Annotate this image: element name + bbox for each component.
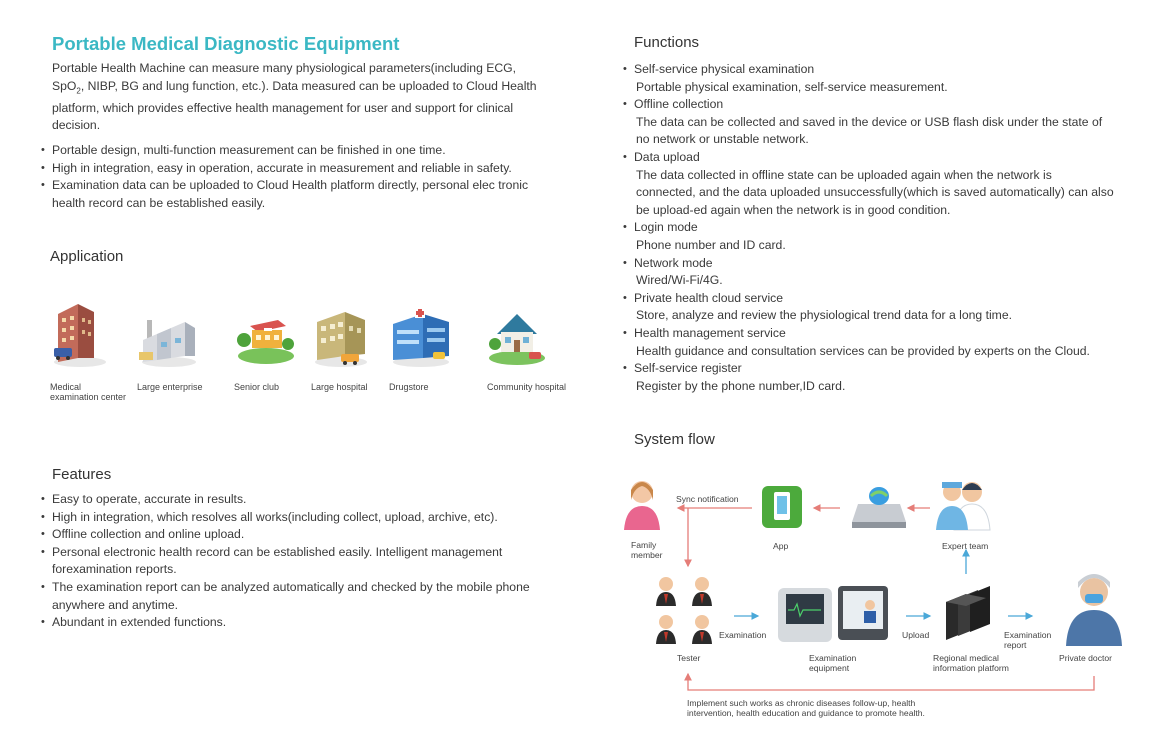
list-item: • Portable design, multi-function measurement can be finished in one time. xyxy=(42,142,542,160)
function-description: Register by the phone number,ID card. xyxy=(636,378,846,393)
application-item-senior-club xyxy=(234,300,314,392)
application-item-community-hospital xyxy=(487,300,567,392)
function-description: The data collected in offline state can be uploaded again when the network is connected, and the data uploaded unsuccessfully(which is saved automatically) can also be upload-ed again when the network is in good condition. xyxy=(636,167,1114,217)
intro-text-1: Portable Health Machine can measure many physiological parameters(including ECG, SpO xyxy=(52,61,517,93)
tester-label: Tester xyxy=(677,653,701,663)
function-description: Wired/Wi-Fi/4G. xyxy=(636,273,723,288)
list-item xyxy=(624,61,1114,96)
upload-label: Upload xyxy=(902,630,930,640)
examination-equipment-icon xyxy=(778,586,888,642)
application-item-drugstore xyxy=(389,300,469,392)
list-item: • Examination data can be uploaded to Cloud Health platform directly, personal elec tronic health record can be established easily. xyxy=(42,177,542,212)
application-item-medical xyxy=(50,300,130,402)
application-label: Medical examination center xyxy=(50,382,127,402)
function-description: Portable physical examination, self-service measurement. xyxy=(636,79,948,94)
cloud-server-icon xyxy=(852,487,906,528)
function-title: Health management service xyxy=(634,325,786,340)
list-item: • High in integration, which resolves all works(including collect, upload, archive, etc). xyxy=(42,509,542,527)
community-hospital-icon xyxy=(487,300,549,368)
list-item xyxy=(624,325,1114,360)
list-item: • Abundant in extended functions. xyxy=(42,614,542,632)
application-item-enterprise xyxy=(137,300,217,392)
app-phone-icon xyxy=(762,486,802,528)
app-label: App xyxy=(773,541,789,551)
senior-club-icon xyxy=(234,300,296,368)
function-title: Self-service physical examination xyxy=(634,62,815,76)
application-heading: Application xyxy=(50,248,124,265)
family-member-icon xyxy=(624,481,660,530)
drugstore-icon xyxy=(389,300,451,368)
intro-text-2: , NIBP, BG and lung function, etc.). Data measured can be uploaded to Cloud Health platform, which provides effective health management for user and support for clinical decision. xyxy=(52,78,537,133)
function-title: Login mode xyxy=(634,220,698,235)
private-doctor-label: Private doctor xyxy=(1059,653,1113,663)
flow-footer-note: Implement such works as chronic diseases follow-up, health intervention, health education and guidance to promote health. xyxy=(687,698,925,718)
application-label: Large enterprise xyxy=(137,382,203,392)
factory-icon xyxy=(137,300,199,368)
list-item: • Personal electronic health record can be established easily. Intelligent management forexamination reports. xyxy=(42,544,542,579)
hospital-building-icon xyxy=(311,300,373,368)
system-flow-heading: System flow xyxy=(634,431,715,448)
functions-heading: Functions xyxy=(634,34,700,51)
expert-team-icon xyxy=(936,482,990,530)
private-doctor-icon xyxy=(1066,574,1122,646)
list-item xyxy=(624,149,1114,219)
features-list xyxy=(42,491,542,632)
examination-report-label: Examination report xyxy=(1004,630,1052,650)
tester-group-icon xyxy=(656,577,712,644)
list-item xyxy=(624,255,1114,290)
intro-subscript: 2 xyxy=(76,86,81,96)
function-title: Private health cloud service xyxy=(634,290,784,305)
function-description: The data can be collected and saved in the device or USB flash disk under the state of no network or unstable network. xyxy=(636,114,1103,147)
list-item xyxy=(624,219,1114,254)
functions-list xyxy=(624,61,1114,395)
application-label: Senior club xyxy=(234,382,280,392)
function-description: Store, analyze and review the physiological trend data for a long time. xyxy=(636,308,1012,323)
function-title: Offline collection xyxy=(634,97,724,112)
examination-equipment-label: Examination equipment xyxy=(809,653,857,673)
list-item: • The examination report can be analyzed automatically and checked by the mobile phone anywhere and anytime. xyxy=(42,579,542,614)
list-item xyxy=(624,96,1114,149)
list-item: • Easy to operate, accurate in results. xyxy=(42,491,542,509)
page-title: Portable Medical Diagnostic Equipment xyxy=(52,33,400,54)
examination-label: Examination xyxy=(719,630,767,640)
list-item xyxy=(624,360,1114,395)
regional-platform-label: Regional medical information platform xyxy=(933,653,1009,673)
list-item: • High in integration, easy in operation, accurate in measurement and reliable in safety. xyxy=(42,160,542,178)
application-label: Community hospital xyxy=(487,382,567,392)
application-item-large-hospital xyxy=(311,300,391,392)
family-member-label: Family member xyxy=(631,540,663,560)
function-title: Network mode xyxy=(634,255,713,270)
function-title: Data upload xyxy=(634,149,700,164)
expert-team-label: Expert team xyxy=(942,541,989,551)
application-label: Drugstore xyxy=(389,382,429,392)
list-item: • Offline collection and online upload. xyxy=(42,526,542,544)
intro-paragraph xyxy=(52,60,542,135)
intro-bullet-list xyxy=(42,142,542,212)
features-heading: Features xyxy=(52,466,112,483)
function-title: Self-service register xyxy=(634,361,742,376)
list-item xyxy=(624,290,1114,325)
server-cluster-icon xyxy=(946,586,990,640)
medical-building-icon xyxy=(50,300,112,368)
function-description: Health guidance and consultation services can be provided by experts on the Cloud. xyxy=(636,343,1090,358)
application-label: Large hospital xyxy=(311,382,368,392)
sync-notification-label: Sync notification xyxy=(676,494,739,504)
function-description: Phone number and ID card. xyxy=(636,237,786,252)
